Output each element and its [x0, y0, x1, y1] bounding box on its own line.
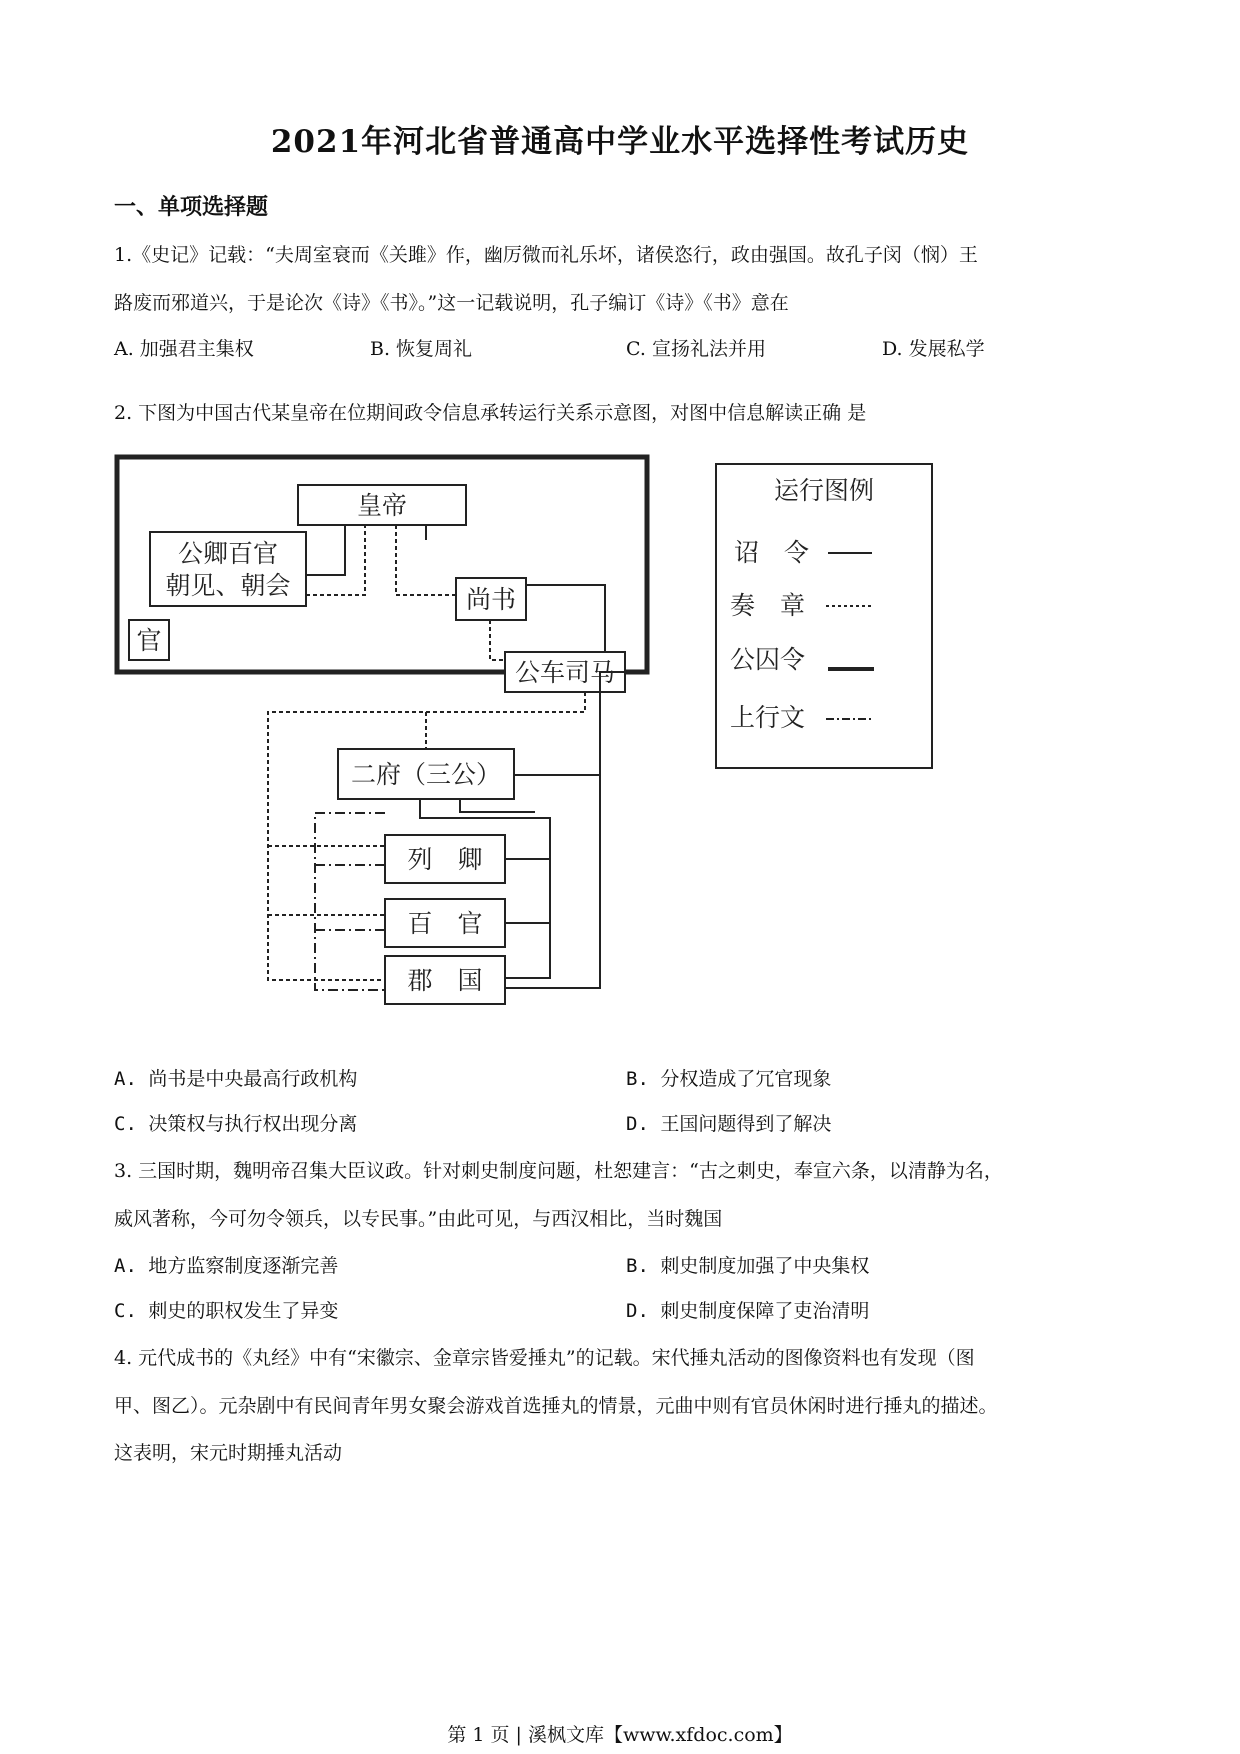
legend-item-order: 公囚令 [730, 645, 806, 674]
legend-item-report: 上行文 [730, 703, 806, 732]
q4-stem-line1: 4. 元代成书的《丸经》中有“宋徽宗、金章宗皆爱捶丸”的记载。宋代捶丸活动的图像资料也有发现（图 [114, 1347, 975, 1369]
q3-stem-line2: 威风著称，今可勿令领兵，以专民事。”由此可见，与西汉相比，当时魏国 [114, 1208, 723, 1230]
junguo-label: 郡 国 [407, 966, 483, 995]
section-heading: 一、单项选择题 [114, 194, 269, 220]
page-title: 2021年河北省普通高中学业水平选择性考试历史 [270, 124, 970, 160]
page-footer: 第 1 页 | 溪枫文库【www.xfdoc.com】 [447, 1724, 793, 1746]
palace-label: 官 [136, 626, 162, 655]
q3-option-a: A. 地方监察制度逐渐完善 [114, 1255, 339, 1277]
gongche-label: 公车司马 [514, 658, 616, 687]
lieqing-label: 列 卿 [407, 845, 483, 874]
legend-title: 运行图例 [773, 476, 875, 505]
q3-option-d: D. 刺史制度保障了吏治清明 [626, 1300, 870, 1322]
baiguan-label: 百 官 [407, 909, 483, 938]
officials-label-line1: 公卿百官 [177, 539, 279, 568]
q1-option-a: A. 加强君主集权 [114, 338, 254, 360]
q2-option-a: A. 尚书是中央最高行政机构 [114, 1068, 358, 1090]
shangshu-label: 尚书 [465, 585, 517, 614]
legend-item-memorial: 奏 章 [730, 591, 806, 620]
q2-option-d: D. 王国问题得到了解决 [626, 1113, 832, 1135]
report-lines [315, 813, 385, 990]
emperor-label: 皇帝 [356, 491, 408, 520]
q1-option-d: D. 发展私学 [882, 338, 985, 360]
officials-label-line2: 朝见、朝会 [165, 571, 291, 600]
q3-stem-line1: 3. 三国时期，魏明帝召集大臣议政。针对刺史制度问题，杜恕建言：“古之刺史，奉宣六条，以清静为名， [114, 1160, 1003, 1182]
q4-stem-line3: 这表明，宋元时期捶丸活动 [114, 1442, 343, 1464]
q4-stem-line2: 甲、图乙）。元杂剧中有民间青年男女聚会游戏首选捶丸的情景，元曲中则有官员休闲时进行捶丸的描述。 [114, 1395, 998, 1417]
q3-option-b: B. 刺史制度加强了中央集权 [626, 1255, 870, 1277]
q1-stem-line2: 路废而邪道兴，于是论次《诗》《书》。”这一记载说明，孔子编订《诗》《书》意在 [114, 292, 789, 314]
q2-stem: 2. 下图为中国古代某皇帝在位期间政令信息承转运行关系示意图，对图中信息解读正确 是 [114, 402, 867, 424]
q2-option-b: B. 分权造成了冗官现象 [626, 1068, 832, 1090]
q2-option-c: C. 决策权与执行权出现分离 [114, 1113, 358, 1135]
q1-option-c: C. 宣扬礼法并用 [626, 338, 766, 360]
erfu-label: 二府（三公） [350, 760, 502, 789]
q1-stem-line1: 1.《史记》记载：“夫周室衰而《关雎》作，幽厉微而礼乐坏，诸侯恣行，政由强国。故孔子闵（悯）王 [114, 244, 978, 266]
legend-item-edict: 诏 令 [734, 538, 810, 567]
q3-option-c: C. 刺史的职权发生了异变 [114, 1300, 339, 1322]
q1-option-b: B. 恢复周礼 [370, 338, 473, 360]
